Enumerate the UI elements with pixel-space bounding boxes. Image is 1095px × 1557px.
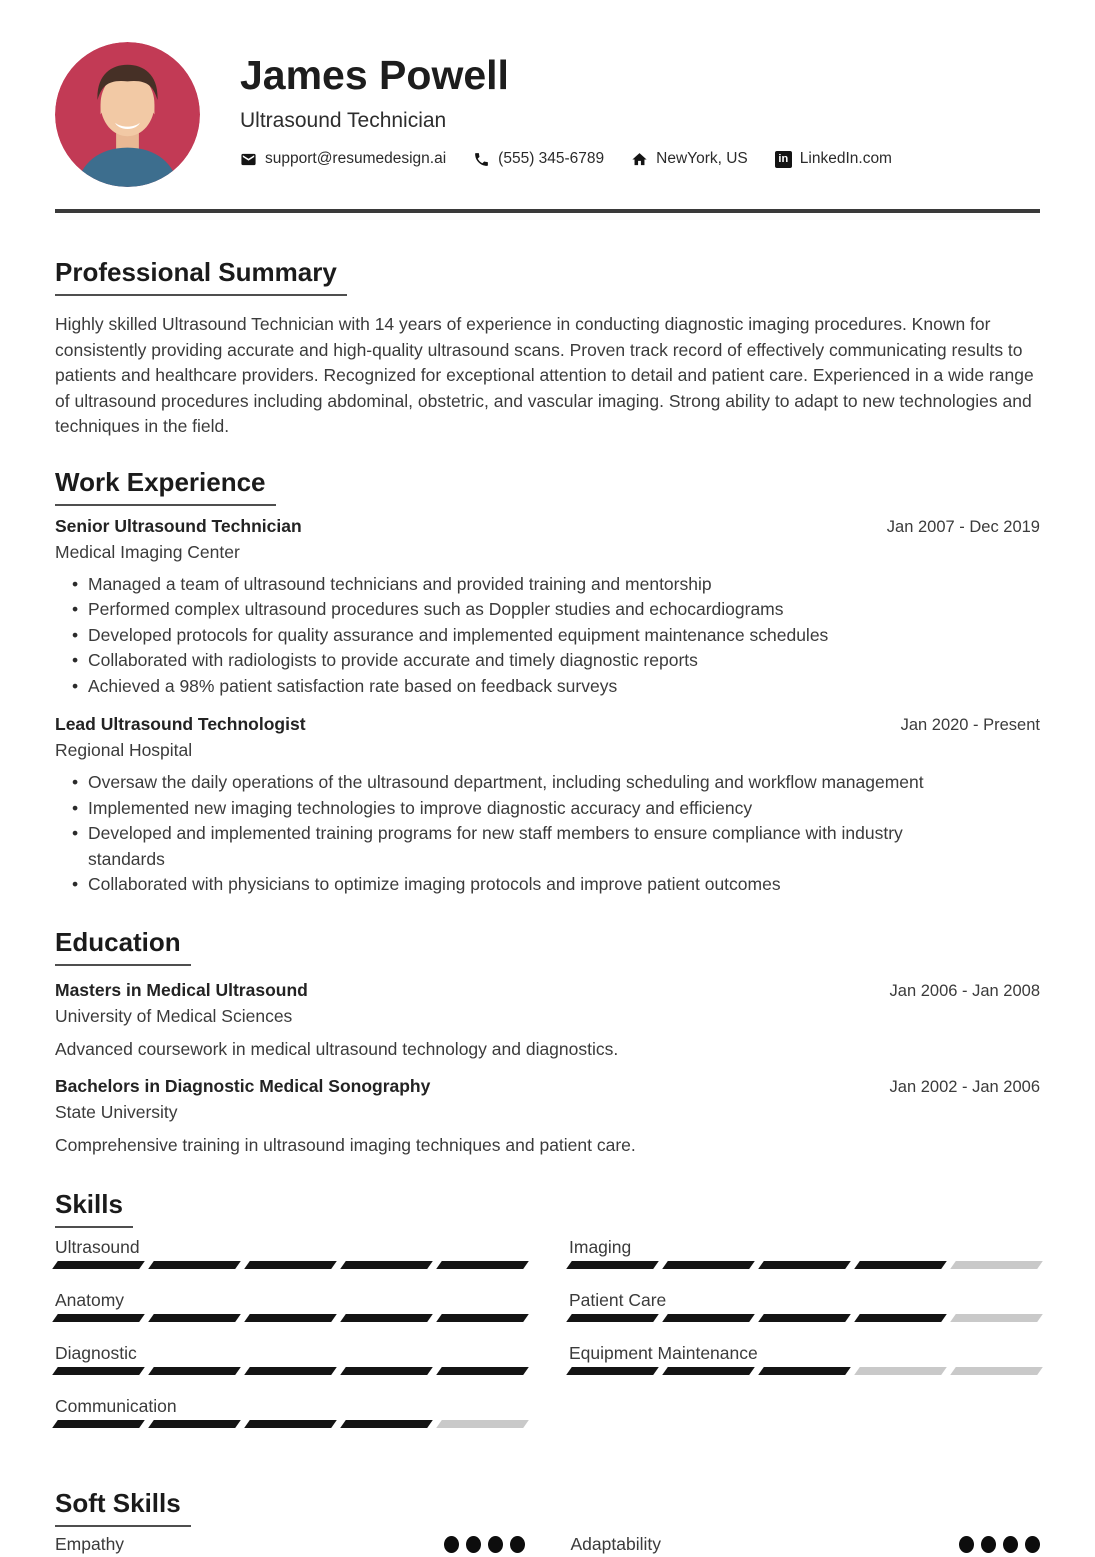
entry-title: Masters in Medical Ultrasound bbox=[55, 979, 308, 1000]
entry-dates: Jan 2007 - Dec 2019 bbox=[886, 517, 1040, 536]
skill-bar-segment bbox=[148, 1420, 241, 1428]
skill-bar bbox=[55, 1420, 526, 1428]
section-education bbox=[55, 928, 1040, 1158]
skill-bar-segment bbox=[566, 1261, 659, 1269]
skill-label: Imaging bbox=[569, 1236, 632, 1257]
experience-entry bbox=[55, 1074, 1040, 1158]
soft-skill-dot bbox=[510, 1536, 525, 1553]
skills-grid bbox=[55, 1235, 1040, 1447]
skill-item bbox=[55, 1341, 526, 1375]
job-bullet: • Developed and implemented training programs for new staff members to ensure compliance with industry standards bbox=[72, 821, 965, 872]
envelope-icon bbox=[240, 151, 257, 168]
soft-skill-dot bbox=[488, 1536, 503, 1553]
linkedin-icon: in bbox=[775, 151, 792, 168]
entry-title: Bachelors in Diagnostic Medical Sonography bbox=[55, 1075, 431, 1096]
job-bullet: • Collaborated with radiologists to provide accurate and timely diagnostic reports bbox=[72, 648, 965, 674]
skill-bar bbox=[569, 1261, 1040, 1269]
entry-subtitle: University of Medical Sciences bbox=[55, 1005, 293, 1026]
entry-header bbox=[55, 514, 1040, 540]
skill-bar-segment bbox=[758, 1261, 851, 1269]
person-title: Ultrasound Technician bbox=[240, 109, 447, 132]
job-bullet-list bbox=[55, 572, 965, 700]
entry-header bbox=[55, 712, 1040, 738]
summary-heading: Professional Summary bbox=[55, 258, 347, 296]
skill-bar-segment bbox=[854, 1261, 947, 1269]
experience-entry bbox=[55, 514, 1040, 700]
soft-skill-dot bbox=[466, 1536, 481, 1553]
skill-bar-segment bbox=[52, 1420, 145, 1428]
resume-header bbox=[55, 42, 1040, 187]
skill-bar-segment bbox=[950, 1314, 1043, 1322]
skill-label: Equipment Maintenance bbox=[569, 1342, 758, 1363]
skill-bar bbox=[569, 1367, 1040, 1375]
skill-bar-segment bbox=[662, 1261, 755, 1269]
skill-label: Anatomy bbox=[55, 1289, 125, 1310]
skill-bar-segment bbox=[950, 1367, 1043, 1375]
job-bullet: • Oversaw the daily operations of the ultrasound department, including scheduling and workflow management bbox=[72, 770, 965, 796]
soft-skills-heading: Soft Skills bbox=[55, 1489, 191, 1527]
entry-subtitle: Regional Hospital bbox=[55, 740, 193, 760]
skill-bar-segment bbox=[148, 1367, 241, 1375]
skill-item bbox=[55, 1394, 526, 1428]
phone-icon bbox=[473, 151, 490, 168]
job-bullet: • Performed complex ultrasound procedures such as Doppler studies and echocardiograms bbox=[72, 597, 965, 623]
contact-phone bbox=[473, 150, 604, 168]
skill-bar-segment bbox=[244, 1314, 337, 1322]
skill-item bbox=[569, 1288, 1040, 1322]
skill-label: Patient Care bbox=[569, 1289, 667, 1310]
skill-bar-segment bbox=[244, 1261, 337, 1269]
skill-bar-segment bbox=[340, 1420, 433, 1428]
work-jobs bbox=[55, 514, 1040, 898]
job-bullet: • Implemented new imaging technologies to improve diagnostic accuracy and efficiency bbox=[72, 796, 965, 822]
soft-skill-dot bbox=[981, 1536, 996, 1553]
skill-bar-segment bbox=[436, 1261, 529, 1269]
degree-description: Advanced coursework in medical ultrasound technology and diagnostics. bbox=[55, 1038, 619, 1059]
contact-email bbox=[240, 150, 446, 168]
skill-bar-segment bbox=[340, 1367, 433, 1375]
skill-item bbox=[55, 1235, 526, 1269]
education-heading: Education bbox=[55, 928, 191, 966]
soft-skill-item bbox=[571, 1532, 1041, 1557]
contact-linkedin-text: LinkedIn.com bbox=[799, 150, 892, 167]
soft-skills-grid bbox=[55, 1532, 1040, 1557]
job-bullet: • Developed protocols for quality assurance and implemented equipment maintenance schedules bbox=[72, 623, 965, 649]
job-bullet: • Managed a team of ultrasound technicians and provided training and mentorship bbox=[72, 572, 965, 598]
skill-bar-segment bbox=[52, 1314, 145, 1322]
skill-item bbox=[55, 1288, 526, 1322]
section-soft-skills bbox=[55, 1489, 1040, 1557]
skill-bar-segment bbox=[950, 1261, 1043, 1269]
soft-skill-dot bbox=[1003, 1536, 1018, 1553]
entry-title: Senior Ultrasound Technician bbox=[55, 515, 302, 536]
entry-dates: Jan 2002 - Jan 2006 bbox=[889, 1077, 1040, 1096]
skill-bar-segment bbox=[662, 1314, 755, 1322]
skill-bar-segment bbox=[758, 1367, 851, 1375]
avatar-photo bbox=[55, 42, 200, 187]
entry-dates: Jan 2020 - Present bbox=[900, 716, 1040, 734]
person-name: James Powell bbox=[240, 52, 509, 98]
skill-bar bbox=[55, 1314, 526, 1322]
skill-bar-segment bbox=[758, 1314, 851, 1322]
job-bullet: • Achieved a 98% patient satisfaction rate based on feedback surveys bbox=[72, 674, 965, 700]
skill-bar-segment bbox=[436, 1420, 529, 1428]
contact-row bbox=[240, 150, 892, 168]
header-divider bbox=[55, 209, 1040, 213]
soft-skill-dot bbox=[959, 1536, 974, 1553]
skill-bar-segment bbox=[340, 1261, 433, 1269]
header-info bbox=[240, 42, 892, 168]
skills-heading: Skills bbox=[55, 1190, 133, 1228]
experience-entry bbox=[55, 712, 1040, 898]
skill-bar-segment bbox=[52, 1261, 145, 1269]
entry-header bbox=[55, 1074, 1040, 1100]
entry-title: Lead Ultrasound Technologist bbox=[55, 714, 306, 734]
contact-phone-text: (555) 345-6789 bbox=[498, 150, 605, 167]
soft-skill-label: Adaptability bbox=[570, 1533, 661, 1554]
skill-label: Diagnostic bbox=[55, 1342, 137, 1363]
job-bullet: • Collaborated with physicians to optimize imaging protocols and improve patient outcomes bbox=[72, 872, 965, 898]
avatar-illustration bbox=[55, 42, 200, 187]
contact-email-text: support@resumedesign.ai bbox=[265, 150, 447, 167]
work-heading: Work Experience bbox=[55, 468, 276, 506]
skill-bar-segment bbox=[436, 1367, 529, 1375]
skill-bar-segment bbox=[436, 1314, 529, 1322]
skill-bar bbox=[569, 1314, 1040, 1322]
home-icon bbox=[631, 151, 648, 168]
entry-subtitle: State University bbox=[55, 1101, 178, 1122]
skill-label: Ultrasound bbox=[55, 1236, 140, 1257]
skill-bar-segment bbox=[244, 1420, 337, 1428]
entry-subtitle: Medical Imaging Center bbox=[55, 541, 240, 562]
soft-skill-dots bbox=[444, 1536, 525, 1553]
skill-bar bbox=[55, 1261, 526, 1269]
skill-bar-segment bbox=[52, 1367, 145, 1375]
section-professional-summary bbox=[55, 258, 1040, 440]
contact-location bbox=[631, 150, 748, 168]
soft-skill-dots bbox=[959, 1536, 1040, 1553]
skill-bar-segment bbox=[854, 1367, 947, 1375]
skill-bar-segment bbox=[340, 1314, 433, 1322]
section-skills bbox=[55, 1190, 1040, 1447]
soft-skill-dot bbox=[1025, 1536, 1040, 1553]
summary-text: Highly skilled Ultrasound Technician with 14 years of experience in conducting diagnostic imaging procedures. Known for consistently providing accurate and high-quality ultrasound scans. Proven track record of effectively communicating results to patients and healthcare providers. Recognized for exceptional attention to detail and patient care. Experienced in a wide range of ultrasound procedures including abdominal, obstetric, and vascular imaging. Strong ability to adapt to new technologies and techniques in the field. bbox=[55, 314, 1034, 436]
soft-skill-label: Empathy bbox=[55, 1533, 125, 1554]
skill-bar-segment bbox=[662, 1367, 755, 1375]
skill-bar-segment bbox=[148, 1261, 241, 1269]
soft-skill-dot bbox=[444, 1536, 459, 1553]
entry-dates: Jan 2006 - Jan 2008 bbox=[889, 981, 1040, 1000]
degree-description: Comprehensive training in ultrasound imaging techniques and patient care. bbox=[55, 1134, 636, 1155]
skill-bar-segment bbox=[854, 1314, 947, 1322]
skill-bar-segment bbox=[244, 1367, 337, 1375]
education-degrees bbox=[55, 978, 1040, 1158]
contact-location-text: NewYork, US bbox=[656, 150, 748, 167]
skill-bar bbox=[55, 1367, 526, 1375]
contact-linkedin bbox=[775, 150, 892, 168]
skill-bar-segment bbox=[566, 1314, 659, 1322]
skill-item bbox=[569, 1235, 1040, 1269]
soft-skill-item bbox=[55, 1532, 525, 1557]
skill-label: Communication bbox=[55, 1395, 177, 1416]
job-bullet-list bbox=[55, 770, 965, 898]
skill-bar-segment bbox=[566, 1367, 659, 1375]
entry-header bbox=[55, 978, 1040, 1004]
skill-item bbox=[569, 1341, 1040, 1375]
skill-bar-segment bbox=[148, 1314, 241, 1322]
experience-entry bbox=[55, 978, 1040, 1062]
section-work-experience bbox=[55, 468, 1040, 898]
